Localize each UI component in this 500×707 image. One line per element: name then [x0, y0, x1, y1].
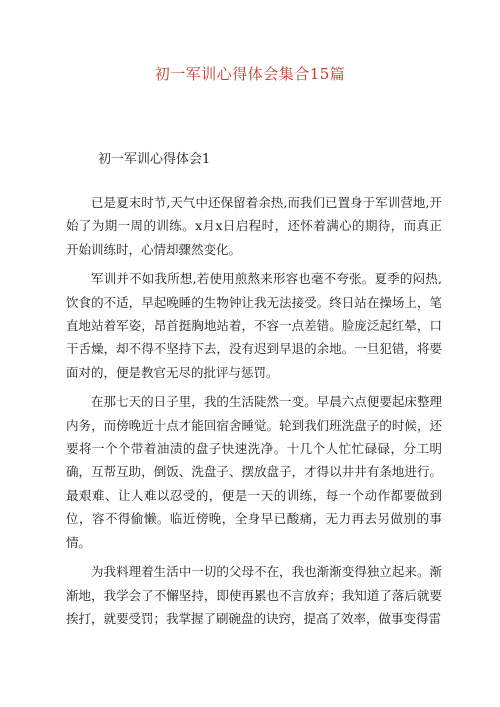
section-heading: 初一军训心得体会1 [98, 152, 211, 167]
paragraph-1: 已是夏末时节,天气中还保留着余热,而我们已置身于军训营地,开始了为期一周的训练。x月x日启程时，还怀着满心的期待，而真正开始训练时，心情却骤然变化。 [66, 195, 442, 257]
body-text [66, 191, 442, 636]
paragraph-2: 军训并不如我所想,若使用煎熬来形容也毫不夸张。夏季的闷热,饮食的不适，早起晚睡的生物钟让我无法接受。终日站在操场上，笔直地站着军姿，昂首挺胸地站着，不容一点差错。脸庞泛起红晕，口干舌燥，却不得不坚持下去，没有迟到早退的余地。一旦犯错，将要面对的，便是教官无尽的批评与惩罚。 [66, 271, 442, 380]
paragraph-4: 为我料理着生活中一切的父母不在，我也渐渐变得独立起来。渐渐地，我学会了不懈坚持，即使再累也不言放弃；我知道了落后就要挨打，就要受罚；我掌握了刷碗盘的诀窍，提高了效率，做事变得雷 [66, 564, 442, 626]
paragraph-3: 在那七天的日子里，我的生活陡然一变。早晨六点便要起床整理内务，而傍晚近十点才能回宿舍睡觉。轮到我们班洗盘子的时候，还要将一个个带着油渍的盘子快速洗净。十几个人忙忙碌碌，分工明确，互帮互助，倒饭、洗盘子、摆放盘子，才得以井井有条地进行。最艰难、让人难以忍受的，便是一天的训练，每一个动作都要做到位，容不得偷懒。临近傍晚，全身早已酸痛，无力再去另做别的事情。 [66, 394, 442, 550]
document-title: 初一军训心得体会集合15篇 [154, 65, 346, 83]
